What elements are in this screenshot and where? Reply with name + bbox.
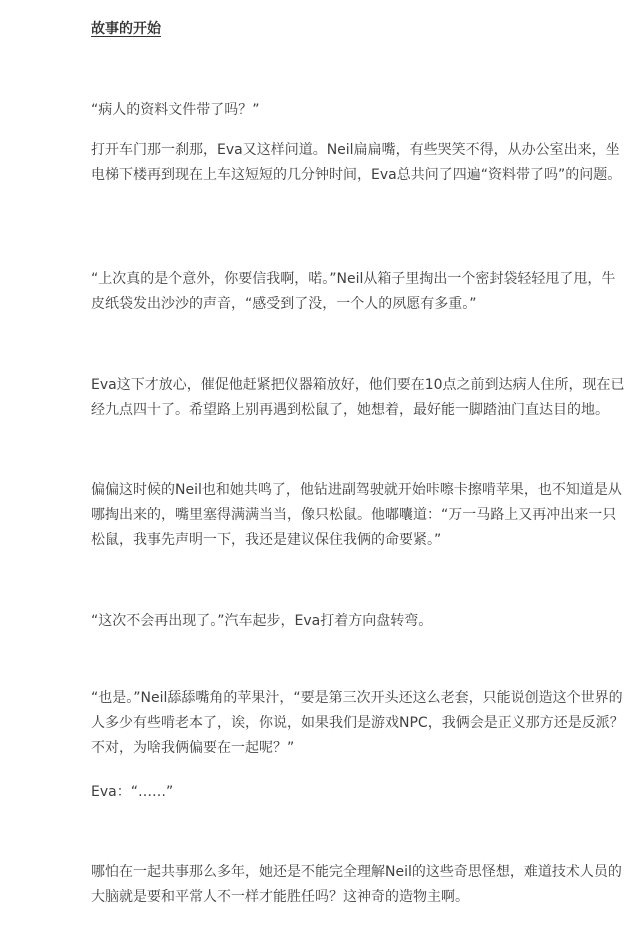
paragraph-8: Eva：“……” (91, 784, 174, 800)
paragraph-4: Eva这下才放心，催促他赶紧把仪器箱放好，他们要在10点之前到达病人住所，现在已经九点四十了。希望路上别再遇到松鼠了，她想着，最好能一脚踏油门直达目的地。 (91, 377, 625, 418)
paragraph-1: “病人的资料文件带了吗？” (91, 102, 260, 118)
paragraph-6: “这次不会再出现了。”汽车起步，Eva打着方向盘转弯。 (91, 613, 433, 629)
paragraph-5: 偏偏这时候的Neil也和她共鸣了，他钻进副驾驶就开始咔嚓卡擦啃苹果，也不知道是从哪掏出来的，嘴里塞得满满当当，像只松鼠。他嘟囔道：“万一马路上又再冲出来一只松鼠，我事先声明一下，我还是建议保住我俩的命要紧。” (91, 482, 622, 548)
paragraph-9: 哪怕在一起共事那么多年，她还是不能完全理解Neil的这些奇思怪想，难道技术人员的大脑就是要和平常人不一样才能胜任吗？这神奇的造物主啊。 (91, 864, 622, 905)
paragraph-2: 打开车门那一刹那，Eva又这样问道。Neil扁扁嘴，有些哭笑不得，从办公室出来，坐电梯下楼再到现在上车这短短的几分钟时间，Eva总共问了四遍“资料带了吗”的问题。 (91, 142, 622, 183)
article-title: 故事的开始 (91, 21, 161, 37)
paragraph-3: “上次真的是个意外，你要信我啊，喏。”Neil从箱子里掏出一个密封袋轻轻甩了甩，牛皮纸袋发出沙沙的声音，“感受到了没，一个人的夙愿有多重。” (91, 271, 616, 312)
paragraph-7: “也是。”Neil舔舔嘴角的苹果汁，“要是第三次开头还这么老套，只能说创造这个世界的人多少有些啃老本了，诶，你说，如果我们是游戏NPC，我俩会是正义那方还是反派？不对，为啥我俩偏要在一起呢？” (91, 690, 624, 756)
